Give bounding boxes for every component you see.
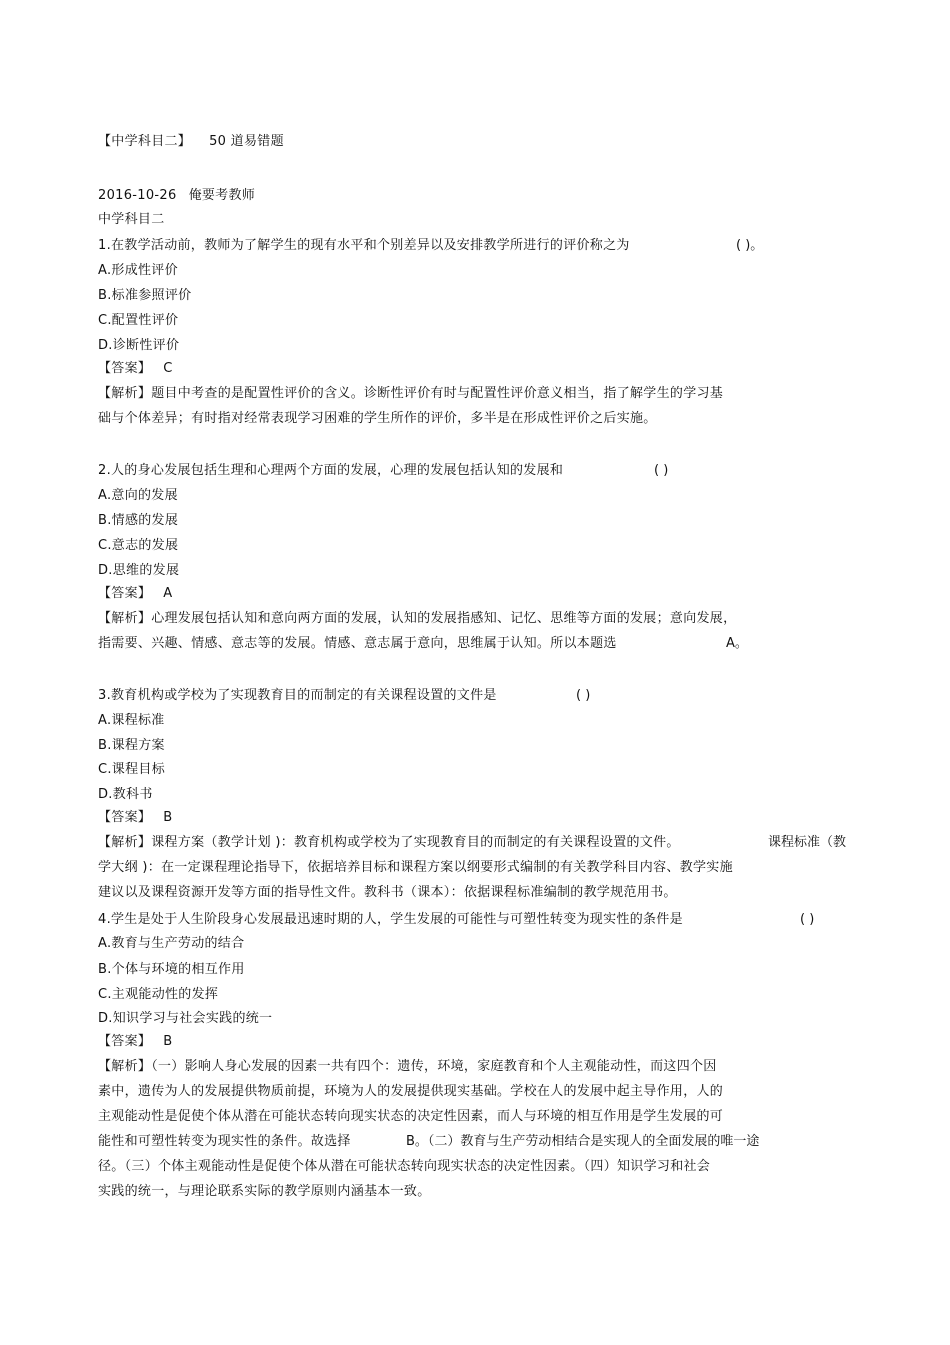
- question-4-option-b: B.个体与环境的相互作用: [98, 962, 245, 977]
- question-3-analysis-line-3: 建议以及课程资源开发等方面的指导性文件。教科书（课本）：依据课程标准编制的教学规范用书。: [98, 885, 677, 900]
- doc-author: 俺要考教师: [188, 188, 256, 203]
- doc-meta-line: [98, 187, 255, 205]
- question-1-analysis-line-1: 【解析】题目中考查的是配置性评价的含义。诊断性评价有时与配置性评价意义相当，指了解学生的学习基: [98, 386, 724, 401]
- question-3-paren: ( ): [576, 688, 591, 703]
- question-4-analysis-line-6: 实践的统一，与理论联系实际的教学原则内涵基本一致。: [98, 1184, 431, 1199]
- answer-label: 【答案】: [98, 1034, 152, 1049]
- question-3-option-c: C.课程目标: [98, 762, 166, 777]
- question-4-analysis-line-3: 主观能动性是促使个体从潜在可能状态转向现实状态的决定性因素，而人与环境的相互作用是学生发展的可: [98, 1109, 724, 1124]
- question-1-option-b: B.标准参照评价: [98, 288, 192, 303]
- question-4-option-c: C.主观能动性的发挥: [98, 987, 219, 1002]
- question-1-option-a: A.形成性评价: [98, 263, 178, 278]
- question-2-option-b: B.情感的发展: [98, 513, 179, 528]
- analysis-label: 【解析】: [98, 386, 152, 401]
- answer-label: 【答案】: [98, 361, 152, 376]
- analysis-label: 【解析】: [98, 611, 152, 626]
- question-1-option-c: C.配置性评价: [98, 313, 179, 328]
- answer-value: C: [163, 361, 173, 376]
- question-1-analysis-line-2: 础与个体差异；有时指对经常表现学习困难的学生所作的评价，多半是在形成性评价之后实施。: [98, 411, 657, 426]
- question-4-analysis-line-2: 素中，遗传为人的发展提供物质前提，环境为人的发展提供现实基础。学校在人的发展中起主导作用，人的: [98, 1084, 724, 1099]
- question-1-option-d: D.诊断性评价: [98, 338, 180, 353]
- question-3-option-a: A.课程标准: [98, 713, 165, 728]
- question-3-stem: 3.教育机构或学校为了实现教育目的而制定的有关课程设置的文件是: [98, 688, 497, 703]
- answer-value: B: [163, 1034, 173, 1049]
- answer-value: B: [163, 810, 173, 825]
- question-4-option-d: D.知识学习与社会实践的统一: [98, 1011, 273, 1026]
- question-2-stem: 2.人的身心发展包括生理和心理两个方面的发展，心理的发展包括认知的发展和: [98, 463, 564, 478]
- question-4-analysis-line-1: 【解析】（一）影响人身心发展的因素一共有四个：遗传，环境，家庭教育和个人主观能动性，而这四个因: [98, 1059, 717, 1074]
- doc-title: 【中学科目二】: [98, 134, 192, 149]
- question-2-analysis-line-1: 【解析】心理发展包括认知和意向两方面的发展，认知的发展指感知、记忆、思维等方面的发展；意向发展，: [98, 611, 737, 626]
- analysis-label: 【解析】: [98, 1059, 152, 1074]
- question-2-option-a: A.意向的发展: [98, 488, 178, 503]
- question-3-analysis-line-1: 【解析】课程方案（教学计划 )：教育机构或学校为了实现教育目的而制定的有关课程设置的文件。: [98, 835, 680, 850]
- question-4-stem: 4.学生是处于人生阶段身心发展最迅速时期的人，学生发展的可能性与可塑性转变为现实性的条件是: [98, 912, 683, 927]
- doc-category: 中学科目二: [98, 212, 165, 227]
- question-4-analysis-tail: B。（二）教育与生产劳动相结合是实现人的全面发展的唯一途: [406, 1134, 760, 1149]
- question-3-answer: [98, 809, 172, 827]
- analysis-label: 【解析】: [98, 835, 152, 850]
- question-2-option-c: C.意志的发展: [98, 538, 179, 553]
- question-3-option-b: B.课程方案: [98, 738, 165, 753]
- question-4-answer: [98, 1033, 172, 1051]
- answer-label: 【答案】: [98, 810, 152, 825]
- doc-title-line: [98, 133, 284, 151]
- question-4-analysis-line-5: 径。（三）个体主观能动性是促使个体从潜在可能状态转向现实状态的决定性因素。（四）知识学习和社会: [98, 1159, 711, 1174]
- question-4-option-a: A.教育与生产劳动的结合: [98, 936, 245, 951]
- question-2-option-d: D.思维的发展: [98, 563, 180, 578]
- question-1-stem: 1.在教学活动前，教师为了解学生的现有水平和个别差异以及安排教学所进行的评价称之为: [98, 238, 630, 253]
- question-1-paren: ( )。: [736, 238, 764, 253]
- doc-subtitle: 50 道易错题: [209, 134, 284, 149]
- question-2-paren: ( ): [654, 463, 669, 478]
- question-2-analysis-tail: A。: [726, 636, 748, 651]
- question-4-analysis-line-4: 能性和可塑性转变为现实性的条件。故选择: [98, 1134, 351, 1149]
- question-2-answer: [98, 585, 172, 603]
- answer-value: A: [163, 586, 173, 601]
- question-3-analysis-tail: 课程标准（教: [768, 835, 847, 850]
- answer-label: 【答案】: [98, 586, 152, 601]
- question-1-answer: [98, 360, 173, 378]
- question-4-paren: ( ): [800, 912, 815, 927]
- question-3-option-d: D.教科书: [98, 787, 153, 802]
- doc-date: 2016-10-26: [98, 188, 177, 203]
- question-3-analysis-line-2: 学大纲 )：在一定课程理论指导下，依据培养目标和课程方案以纲要形式编制的有关教学科目内容、教学实施: [98, 860, 733, 875]
- question-2-analysis-line-2: 指需要、兴趣、情感、意志等的发展。情感、意志属于意向，思维属于认知。所以本题选: [98, 636, 617, 651]
